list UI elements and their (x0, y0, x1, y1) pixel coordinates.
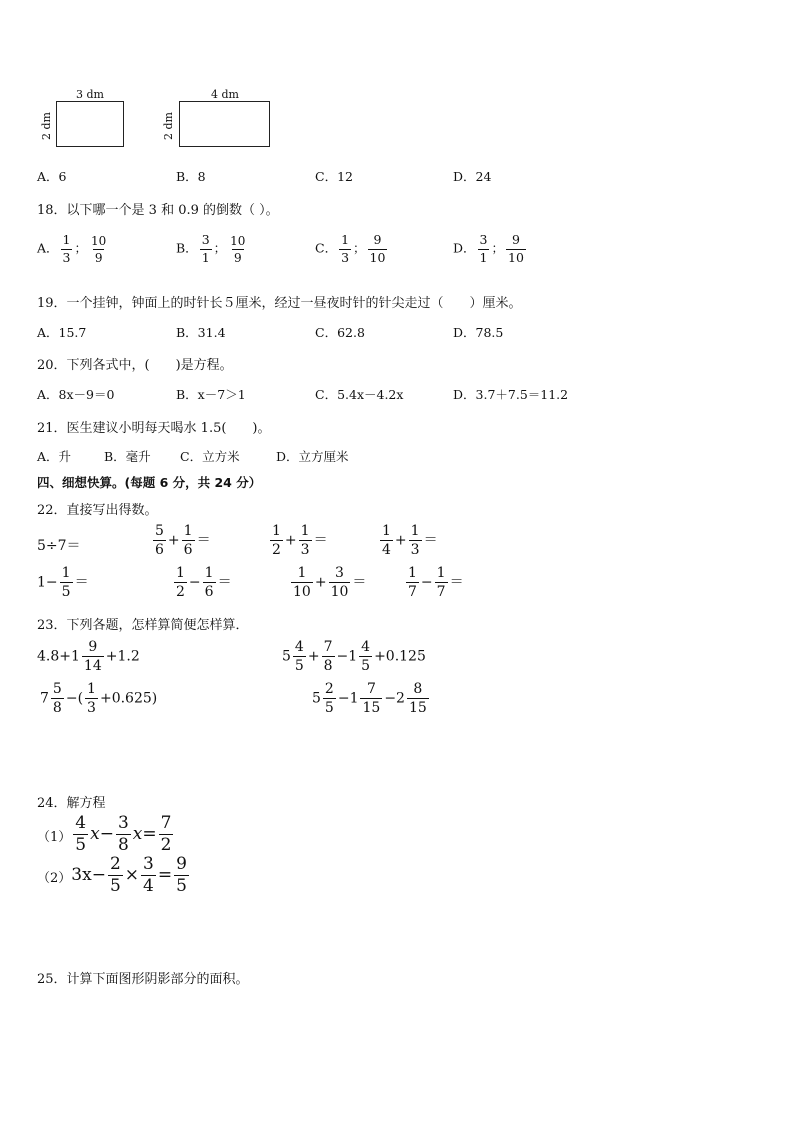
q21-stem: 21．医生建议小明每天喝水 1.5( )。 (37, 421, 271, 436)
calc-item: $\frac{5}{6}$ + $\frac{1}{6}$ ＝ (155, 523, 211, 558)
rectangle-shape (179, 101, 270, 147)
fraction: $\frac{9}{10}$ (369, 232, 386, 265)
equation-2: （2）3x− $\frac{2}{5}$ × $\frac{3}{4}$ = $\frac{9}{5}$ (37, 854, 187, 896)
option-b[interactable]: B．31.4 (176, 325, 226, 340)
option-c[interactable]: C．12 (315, 169, 353, 184)
height-label: 2 dm (40, 112, 53, 140)
height-label: 2 dm (162, 112, 175, 140)
separator: ； (353, 240, 366, 256)
option-b[interactable]: B．毫升 (104, 449, 151, 464)
expr-2: 5 $\frac{4}{5}$ + $\frac{7}{8}$ −1 $\frac{4}{5}$ +0.125 (282, 639, 426, 674)
calc-item: $\frac{1}{2}$ − $\frac{1}{6}$ ＝ (176, 565, 232, 600)
separator: ； (491, 240, 504, 256)
option-d[interactable]: D．立方厘米 (276, 449, 349, 464)
option-d[interactable] (453, 234, 528, 264)
expr-1: 4.8+1 $\frac{9}{14}$ +1.2 (37, 639, 140, 674)
option-letter: D． (453, 240, 476, 256)
option-c[interactable]: C．62.8 (315, 325, 365, 340)
separator: ； (74, 240, 87, 256)
option-d[interactable]: D．24 (453, 169, 492, 184)
q19-stem: 19．一个挂钟，钟面上的时针长５厘米，经过一昼夜时针的针尖走过（ ）厘米。 (37, 296, 522, 311)
expr-3: 7 $\frac{5}{8}$ −( $\frac{1}{3}$ +0.625) (40, 681, 158, 716)
option-letter: B． (176, 240, 198, 256)
calc-item: $\frac{1}{2}$ + $\frac{1}{3}$ ＝ (272, 523, 328, 558)
fraction: $\frac{3}{1}$ (201, 232, 210, 265)
calc-item: $\frac{1}{4}$ + $\frac{1}{3}$ ＝ (382, 523, 438, 558)
option-b[interactable] (176, 234, 249, 264)
option-d[interactable]: D．3.7＋7.5＝11.2 (453, 387, 569, 402)
option-c[interactable]: C．立方米 (180, 449, 240, 464)
option-letter: C． (315, 240, 338, 256)
calc-item: 1− $\frac{1}{5}$ ＝ (37, 565, 89, 600)
fraction: $\frac{9}{10}$ (508, 232, 524, 265)
fraction: $\frac{3}{1}$ (479, 232, 488, 265)
option-a[interactable] (37, 234, 110, 264)
expr-4: 5 $\frac{2}{5}$ −1 $\frac{7}{15}$ −2 $\frac{8}{15}$ (312, 681, 427, 716)
option-a[interactable]: A．6 (37, 169, 67, 184)
q20-stem: 20．下列各式中，( )是方程。 (37, 358, 233, 373)
option-c[interactable] (315, 234, 389, 264)
option-a[interactable]: A．8x－9＝0 (37, 387, 115, 402)
q22-stem: 22．直接写出得数。 (37, 503, 158, 518)
calc-item: 5÷7＝ (37, 538, 81, 554)
fraction: $\frac{10}{9}$ (230, 233, 246, 265)
separator: ； (213, 240, 227, 256)
width-label: 3 dm (76, 88, 104, 101)
section-heading: 四、细想快算。(每题 6 分，共 24 分） (37, 475, 262, 490)
q25-stem: 25．计算下面图形阴影部分的面积。 (37, 972, 249, 987)
calc-item: $\frac{1}{10}$ + $\frac{3}{10}$ ＝ (293, 565, 367, 600)
fraction: $\frac{1}{3}$ (341, 232, 350, 265)
option-d[interactable]: D．78.5 (453, 325, 504, 340)
option-b[interactable]: B．8 (176, 169, 206, 184)
q23-stem: 23．下列各题，怎样算简便怎样算． (37, 618, 249, 633)
calc-item: $\frac{1}{7}$ − $\frac{1}{7}$ ＝ (408, 565, 464, 600)
width-label: 4 dm (211, 88, 239, 101)
q24-stem: 24．解方程 (37, 796, 106, 811)
option-b[interactable]: B．x－7＞1 (176, 387, 246, 402)
option-a[interactable]: A．升 (37, 449, 72, 464)
fraction: $\frac{10}{9}$ (91, 233, 107, 265)
q18-stem: 18．以下哪一个是 3 和 0.9 的倒数（ ）。 (37, 203, 279, 218)
option-a[interactable]: A．15.7 (37, 325, 87, 340)
option-letter: A． (37, 240, 59, 256)
rectangle-shape (56, 101, 124, 147)
fraction: $\frac{1}{3}$ (62, 232, 71, 265)
equation-1: （1） $\frac{4}{5}$ x− $\frac{3}{8}$ x= $\frac{7}{2}$ (37, 813, 172, 855)
option-c[interactable]: C．5.4x－4.2x (315, 387, 404, 402)
